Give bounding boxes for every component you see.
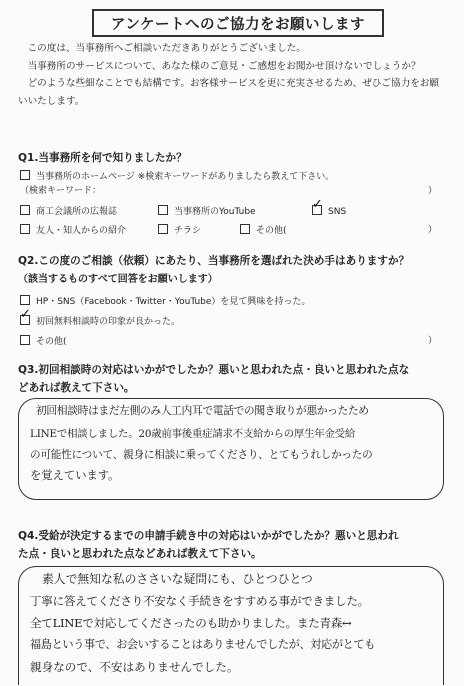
q1-option-other[interactable] [240, 224, 287, 237]
intro-text [18, 40, 446, 110]
q1-keyword-line [20, 185, 101, 197]
q2-option-other[interactable] [20, 335, 67, 348]
q1-chamber-checkbox[interactable] [20, 205, 30, 215]
q1-option-homepage[interactable] [20, 170, 334, 183]
q1-flyer-checkbox[interactable] [158, 224, 168, 234]
q3-answer-line-2: LINEで相談しました。20歳前事後重症請求不支給からの厚生年金受給 [30, 428, 356, 440]
q2-hp-sns-label: HP・SNS（Facebook・Twitter・YouTube）を見て興味を持った。 [36, 297, 311, 307]
q2-hp-sns-checkbox[interactable] [20, 295, 30, 305]
q1-homepage-checkbox[interactable] [20, 170, 30, 180]
q3-answer-line-3: の可能性について、親身に相談に乗ってくださり、とてもうれしかったの [30, 449, 373, 461]
q2-option-hp-sns[interactable] [20, 295, 310, 308]
q3-question-line2: どあれば教えて下さい。 [18, 382, 135, 394]
q2-other-label: その他( [36, 337, 67, 347]
q4-answer-line-2: 丁寧に答えてくださり不安なく手続きをすすめる事ができました。 [30, 594, 369, 608]
q2-other-checkbox[interactable] [20, 335, 30, 345]
q4-answer-line-5: 親身なので、不安はありませんでした。 [30, 660, 239, 674]
q3-answer-line-4: を覚えています。 [30, 469, 120, 482]
q1-youtube-checkbox[interactable] [158, 205, 168, 215]
page-title: アンケートへのご協力をお願いします [92, 9, 384, 37]
q1-keyword-label: （検索キーワード： [20, 186, 102, 196]
q1-youtube-label: 当事務所のYouTube [174, 207, 256, 217]
q4-question-line1: Q4.受給が決定するまでの申請手続き中の対応はいかがでしたか？悪いと思われ [18, 530, 399, 542]
q1-other-label: その他( [256, 226, 287, 236]
q1-keyword-close: ） [428, 186, 438, 196]
q4-question-line2: た点・良いと思われた点などあれば教えて下さい。 [18, 548, 262, 560]
q4-answer-line-3: 全てLINEで対応してくださったのも助かりました。また青森↔ [30, 616, 352, 630]
q1-option-referral[interactable] [20, 224, 126, 237]
q1-option-sns[interactable] [312, 205, 346, 218]
intro-line-2: 当事務所のサービスについて、あなた様のご意見・ご感想をお聞かせ頂けないでしょうか？ [27, 60, 421, 72]
q3-question-line1: Q3.初回相談時の対応はいかがでしたか？悪いと思われた点・良いと思われた点な [18, 364, 410, 376]
q2-subtext: （該当するものすべて回答をお願いします） [18, 274, 218, 285]
q1-question: Q1.当事務所を何で知りましたか？ [18, 152, 187, 164]
q1-option-chamber[interactable] [20, 205, 117, 218]
q1-chamber-label: 商工会議所の広報誌 [36, 207, 118, 217]
q1-referral-label: 友人・知人からの紹介 [36, 226, 127, 236]
intro-line-1: この度は、当事務所へご相談いただきありがとうございました。 [27, 43, 306, 54]
q2-first-consult-label: 初回無料相談時の印象が良かった。 [36, 317, 181, 327]
q2-question: Q2.この度のご相談（依頼）にあたり、当事務所を選ばれた決め手はありますか？ [18, 255, 410, 267]
q1-option-youtube[interactable] [158, 205, 256, 218]
q2-other-close: ） [428, 336, 438, 346]
q4-answer-line-4: 福島という事で、お会いすることはありませんでしたが、対応がとても [30, 638, 375, 651]
q1-other-checkbox[interactable] [240, 224, 250, 234]
q1-flyer-label: チラシ [174, 226, 202, 236]
q1-homepage-label: 当事務所のホームページ ※検索キーワードがありましたら教えて下さい。 [36, 172, 335, 182]
q1-sns-checkbox[interactable] [312, 205, 322, 215]
q2-option-first-consult[interactable] [20, 315, 180, 328]
q1-other-close: ） [428, 225, 438, 235]
q4-answer-line-1: 素人で無知な私のささいな疑問にも、ひとつひとつ [42, 572, 313, 586]
q1-option-flyer[interactable] [158, 224, 201, 237]
q2-first-consult-checkbox[interactable] [20, 315, 30, 325]
q1-referral-checkbox[interactable] [20, 224, 30, 234]
intro-line-3: どのような些細なことでも結構です。お客様サービスを更に充実させるため、ぜひご協力をお願いいたします。 [18, 78, 439, 107]
q3-answer-line-1: 初回相談時はまだ左側のみ人工内耳で電話での聞き取りが悪かったため [36, 404, 369, 417]
q1-sns-label: SNS [328, 207, 347, 217]
